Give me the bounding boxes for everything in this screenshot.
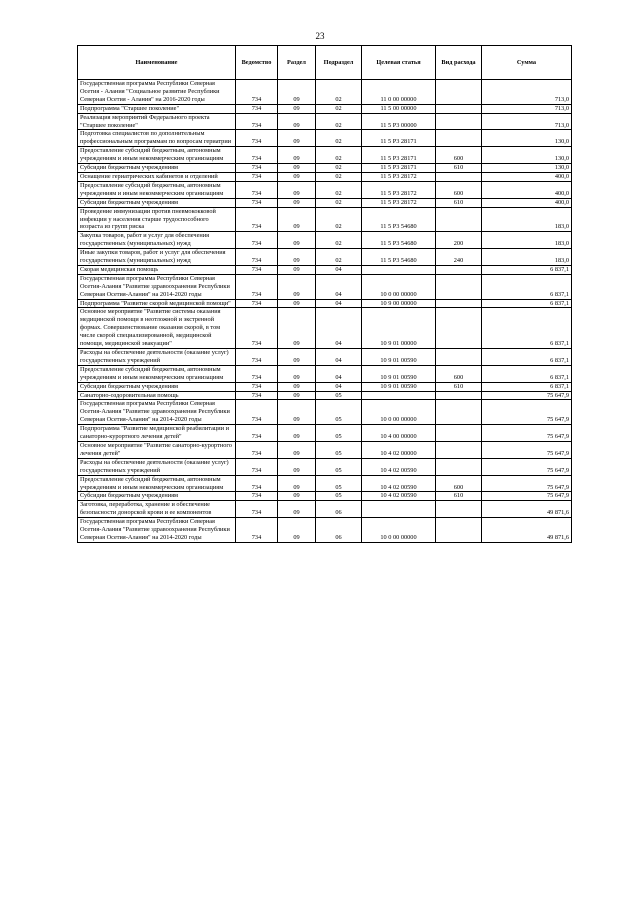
cell-department: 734 <box>236 299 278 308</box>
cell-target-article: 11 5 P3 54680 <box>362 207 436 232</box>
cell-department: 734 <box>236 113 278 130</box>
cell-sum: 6 837,1 <box>482 299 572 308</box>
cell-expense-kind <box>436 518 482 543</box>
cell-subsection: 05 <box>316 391 362 400</box>
table-row <box>78 475 572 492</box>
cell-sum: 400,0 <box>482 181 572 198</box>
header-section: Раздел <box>278 46 316 80</box>
cell-section: 09 <box>278 492 316 501</box>
cell-section: 09 <box>278 425 316 442</box>
cell-department: 734 <box>236 274 278 299</box>
cell-name: Заготовка, переработка, хранение и обеспечение безопасности донорской крови и ее компонентов <box>78 501 236 518</box>
table-row <box>78 104 572 113</box>
cell-department: 734 <box>236 104 278 113</box>
cell-section: 09 <box>278 518 316 543</box>
cell-section: 09 <box>278 181 316 198</box>
header-sum: Сумма <box>482 46 572 80</box>
cell-expense-kind: 600 <box>436 181 482 198</box>
cell-expense-kind: 610 <box>436 198 482 207</box>
cell-sum: 6 837,1 <box>482 308 572 349</box>
table-row <box>78 492 572 501</box>
cell-subsection: 05 <box>316 400 362 425</box>
cell-expense-kind <box>436 299 482 308</box>
table-row <box>78 308 572 349</box>
cell-subsection: 04 <box>316 299 362 308</box>
cell-subsection: 02 <box>316 172 362 181</box>
table-row <box>78 365 572 382</box>
cell-department: 734 <box>236 232 278 249</box>
cell-target-article: 10 9 00 00000 <box>362 299 436 308</box>
cell-expense-kind <box>436 113 482 130</box>
cell-target-article: 11 5 P3 28172 <box>362 181 436 198</box>
cell-expense-kind <box>436 130 482 147</box>
cell-sum: 130,0 <box>482 147 572 164</box>
cell-sum: 75 647,9 <box>482 458 572 475</box>
cell-target-article: 10 0 00 00000 <box>362 518 436 543</box>
cell-section: 09 <box>278 441 316 458</box>
header-name: Наименование <box>78 46 236 80</box>
cell-sum: 713,0 <box>482 104 572 113</box>
budget-table <box>77 45 572 543</box>
cell-expense-kind: 610 <box>436 492 482 501</box>
cell-expense-kind <box>436 207 482 232</box>
cell-subsection: 02 <box>316 104 362 113</box>
cell-subsection: 05 <box>316 458 362 475</box>
cell-section: 09 <box>278 274 316 299</box>
cell-name: Государственная программа Республики Северная Осетия - Алания "Социальное развитие Республики Северная Осетия - Алания" на 2016-2020 годы <box>78 80 236 105</box>
cell-sum: 75 647,9 <box>482 391 572 400</box>
table-row <box>78 391 572 400</box>
table-row <box>78 458 572 475</box>
table-row <box>78 425 572 442</box>
header-expense-kind: Вид расхода <box>436 46 482 80</box>
table-row <box>78 249 572 266</box>
table-row <box>78 349 572 366</box>
cell-name: Субсидии бюджетным учреждениям <box>78 198 236 207</box>
cell-section: 09 <box>278 458 316 475</box>
cell-sum: 6 837,1 <box>482 382 572 391</box>
header-subsection: Подраздел <box>316 46 362 80</box>
cell-target-article <box>362 391 436 400</box>
cell-target-article: 11 5 P3 28172 <box>362 172 436 181</box>
cell-department: 734 <box>236 400 278 425</box>
cell-expense-kind <box>436 349 482 366</box>
cell-subsection: 05 <box>316 492 362 501</box>
cell-section: 09 <box>278 130 316 147</box>
cell-name: Основное мероприятие "Развитие системы оказания медицинской помощи в неотложной и экстренной формах. Совершенствование оказания скорой, в том числе скорой специализированной, медицинской помощи, медицинской эвакуации" <box>78 308 236 349</box>
table-row <box>78 147 572 164</box>
cell-department: 734 <box>236 475 278 492</box>
cell-sum: 6 837,1 <box>482 265 572 274</box>
cell-section: 09 <box>278 265 316 274</box>
cell-sum: 130,0 <box>482 164 572 173</box>
cell-department: 734 <box>236 391 278 400</box>
cell-name: Скорая медицинская помощь <box>78 265 236 274</box>
cell-expense-kind: 600 <box>436 147 482 164</box>
cell-expense-kind <box>436 425 482 442</box>
cell-name: Реализация мероприятий Федерального проекта "Старшее поколение" <box>78 113 236 130</box>
cell-name: Субсидии бюджетным учреждениям <box>78 492 236 501</box>
cell-subsection: 02 <box>316 181 362 198</box>
cell-department: 734 <box>236 458 278 475</box>
cell-target-article: 10 4 02 00590 <box>362 492 436 501</box>
cell-subsection: 02 <box>316 113 362 130</box>
cell-sum: 130,0 <box>482 130 572 147</box>
cell-subsection: 02 <box>316 130 362 147</box>
cell-section: 09 <box>278 349 316 366</box>
cell-expense-kind <box>436 274 482 299</box>
cell-name: Предоставление субсидий бюджетным, автономным учреждениям и иным некоммерческим организациям <box>78 475 236 492</box>
cell-target-article: 10 9 01 00590 <box>362 365 436 382</box>
cell-department: 734 <box>236 164 278 173</box>
cell-sum: 400,0 <box>482 198 572 207</box>
table-row <box>78 130 572 147</box>
table-body <box>78 80 572 543</box>
cell-expense-kind <box>436 80 482 105</box>
cell-name: Основное мероприятие "Развитие санаторно-курортного лечения детей" <box>78 441 236 458</box>
cell-subsection: 04 <box>316 382 362 391</box>
cell-expense-kind <box>436 308 482 349</box>
cell-expense-kind <box>436 441 482 458</box>
cell-name: Закупка товаров, работ и услуг для обеспечения государственных (муниципальных) нужд <box>78 232 236 249</box>
cell-department: 734 <box>236 308 278 349</box>
cell-section: 09 <box>278 249 316 266</box>
cell-expense-kind: 240 <box>436 249 482 266</box>
cell-sum: 75 647,9 <box>482 492 572 501</box>
cell-name: Государственная программа Республики Северная Осетия-Алания "Развитие здравоохранения Республики Северная Осетия-Алания" на 2014-2020 годы <box>78 400 236 425</box>
cell-name: Субсидии бюджетным учреждениям <box>78 382 236 391</box>
table-row <box>78 172 572 181</box>
cell-department: 734 <box>236 382 278 391</box>
cell-target-article: 10 4 02 00590 <box>362 475 436 492</box>
cell-expense-kind: 610 <box>436 382 482 391</box>
cell-section: 09 <box>278 232 316 249</box>
table-row <box>78 164 572 173</box>
cell-subsection: 02 <box>316 80 362 105</box>
cell-department: 734 <box>236 518 278 543</box>
cell-subsection: 05 <box>316 475 362 492</box>
table-row <box>78 198 572 207</box>
cell-section: 09 <box>278 80 316 105</box>
cell-target-article: 10 4 02 00590 <box>362 458 436 475</box>
cell-section: 09 <box>278 164 316 173</box>
cell-subsection: 05 <box>316 441 362 458</box>
cell-sum: 6 837,1 <box>482 365 572 382</box>
cell-target-article: 11 5 P3 54680 <box>362 249 436 266</box>
cell-expense-kind <box>436 400 482 425</box>
cell-sum: 75 647,9 <box>482 441 572 458</box>
cell-section: 09 <box>278 365 316 382</box>
table-row <box>78 80 572 105</box>
cell-department: 734 <box>236 207 278 232</box>
page-number: 23 <box>315 31 325 41</box>
cell-section: 09 <box>278 382 316 391</box>
table-row <box>78 400 572 425</box>
cell-target-article: 10 9 01 00000 <box>362 308 436 349</box>
cell-target-article: 11 5 00 00000 <box>362 104 436 113</box>
cell-department: 734 <box>236 365 278 382</box>
cell-name: Подпрограмма "Развитие медицинской реабилитации и санаторно-курортного лечения детей" <box>78 425 236 442</box>
cell-sum: 713,0 <box>482 113 572 130</box>
cell-section: 09 <box>278 299 316 308</box>
cell-expense-kind: 610 <box>436 164 482 173</box>
cell-subsection: 02 <box>316 249 362 266</box>
cell-section: 09 <box>278 198 316 207</box>
cell-section: 09 <box>278 475 316 492</box>
cell-section: 09 <box>278 113 316 130</box>
cell-target-article: 11 5 P3 28171 <box>362 164 436 173</box>
cell-section: 09 <box>278 104 316 113</box>
cell-sum: 49 871,6 <box>482 501 572 518</box>
cell-sum: 49 871,6 <box>482 518 572 543</box>
cell-sum: 75 647,9 <box>482 425 572 442</box>
cell-expense-kind: 600 <box>436 365 482 382</box>
table-row <box>78 274 572 299</box>
cell-department: 734 <box>236 249 278 266</box>
cell-department: 734 <box>236 147 278 164</box>
cell-sum: 75 647,9 <box>482 400 572 425</box>
cell-target-article: 11 5 P3 00000 <box>362 113 436 130</box>
cell-department: 734 <box>236 80 278 105</box>
cell-subsection: 04 <box>316 349 362 366</box>
cell-target-article: 11 5 P3 28171 <box>362 147 436 164</box>
table-row <box>78 113 572 130</box>
cell-sum: 183,0 <box>482 249 572 266</box>
cell-department: 734 <box>236 441 278 458</box>
cell-subsection: 04 <box>316 308 362 349</box>
cell-target-article: 10 0 00 00000 <box>362 274 436 299</box>
cell-target-article <box>362 501 436 518</box>
table-row <box>78 382 572 391</box>
cell-expense-kind: 200 <box>436 232 482 249</box>
header-target-article: Целевая статья <box>362 46 436 80</box>
cell-target-article <box>362 265 436 274</box>
cell-name: Предоставление субсидий бюджетным, автономным учреждениям и иным некоммерческим организациям <box>78 365 236 382</box>
cell-expense-kind <box>436 104 482 113</box>
cell-expense-kind: 600 <box>436 475 482 492</box>
cell-subsection: 04 <box>316 265 362 274</box>
cell-department: 734 <box>236 492 278 501</box>
table-row <box>78 441 572 458</box>
cell-expense-kind <box>436 458 482 475</box>
cell-name: Государственная программа Республики Северная Осетия-Алания "Развитие здравоохранения Республики Северная Осетия-Алания" на 2014-2020 годы <box>78 518 236 543</box>
table-row <box>78 207 572 232</box>
cell-name: Подпрограмма "Старшее поколение" <box>78 104 236 113</box>
cell-section: 09 <box>278 147 316 164</box>
cell-target-article: 11 5 P3 54680 <box>362 232 436 249</box>
cell-sum: 713,0 <box>482 80 572 105</box>
cell-department: 734 <box>236 198 278 207</box>
cell-target-article: 10 9 01 00590 <box>362 382 436 391</box>
cell-sum: 183,0 <box>482 232 572 249</box>
cell-sum: 6 837,1 <box>482 349 572 366</box>
cell-section: 09 <box>278 501 316 518</box>
cell-sum: 75 647,9 <box>482 475 572 492</box>
cell-subsection: 05 <box>316 425 362 442</box>
cell-name: Подготовка специалистов по дополнительным профессиональным программам по вопросам гериатрии <box>78 130 236 147</box>
cell-target-article: 10 0 00 00000 <box>362 400 436 425</box>
table-header-row <box>78 46 572 80</box>
cell-name: Расходы на обеспечение деятельности (оказание услуг) государственных учреждений <box>78 349 236 366</box>
cell-target-article: 10 4 02 00000 <box>362 441 436 458</box>
table-row <box>78 518 572 543</box>
header-department: Ведомство <box>236 46 278 80</box>
cell-target-article: 10 9 01 00590 <box>362 349 436 366</box>
cell-department: 734 <box>236 265 278 274</box>
cell-subsection: 06 <box>316 501 362 518</box>
cell-name: Проведение иммунизации против пневмококковой инфекции у населения старше трудоспособного возраста из групп риска <box>78 207 236 232</box>
cell-name: Предоставление субсидий бюджетным, автономным учреждениям и иным некоммерческим организациям <box>78 147 236 164</box>
cell-section: 09 <box>278 391 316 400</box>
cell-department: 734 <box>236 425 278 442</box>
table-row <box>78 501 572 518</box>
cell-name: Субсидии бюджетным учреждениям <box>78 164 236 173</box>
cell-department: 734 <box>236 181 278 198</box>
cell-name: Подпрограмма "Развитие скорой медицинской помощи" <box>78 299 236 308</box>
cell-subsection: 04 <box>316 365 362 382</box>
cell-department: 734 <box>236 501 278 518</box>
cell-name: Оснащение гериатрических кабинетов и отделений <box>78 172 236 181</box>
table-row <box>78 232 572 249</box>
cell-expense-kind <box>436 501 482 518</box>
cell-subsection: 06 <box>316 518 362 543</box>
cell-expense-kind <box>436 265 482 274</box>
cell-name: Расходы на обеспечение деятельности (оказание услуг) государственных учреждений <box>78 458 236 475</box>
cell-subsection: 02 <box>316 147 362 164</box>
cell-expense-kind <box>436 391 482 400</box>
cell-section: 09 <box>278 308 316 349</box>
cell-department: 734 <box>236 172 278 181</box>
cell-department: 734 <box>236 349 278 366</box>
cell-subsection: 02 <box>316 232 362 249</box>
table-row <box>78 265 572 274</box>
cell-name: Иные закупки товаров, работ и услуг для обеспечения государственных (муниципальных) нужд <box>78 249 236 266</box>
cell-expense-kind <box>436 172 482 181</box>
cell-subsection: 02 <box>316 207 362 232</box>
cell-subsection: 04 <box>316 274 362 299</box>
cell-sum: 400,0 <box>482 172 572 181</box>
cell-sum: 183,0 <box>482 207 572 232</box>
cell-target-article: 11 0 00 00000 <box>362 80 436 105</box>
cell-section: 09 <box>278 207 316 232</box>
cell-section: 09 <box>278 172 316 181</box>
table-row <box>78 181 572 198</box>
cell-target-article: 11 5 P3 28171 <box>362 130 436 147</box>
cell-department: 734 <box>236 130 278 147</box>
cell-target-article: 10 4 00 00000 <box>362 425 436 442</box>
cell-subsection: 02 <box>316 164 362 173</box>
cell-sum: 6 837,1 <box>482 274 572 299</box>
cell-name: Государственная программа Республики Северная Осетия-Алания "Развитие здравоохранения Республики Северная Осетия-Алания" на 2014-2020 годы <box>78 274 236 299</box>
cell-name: Предоставление субсидий бюджетным, автономным учреждениям и иным некоммерческим организациям <box>78 181 236 198</box>
cell-subsection: 02 <box>316 198 362 207</box>
table-row <box>78 299 572 308</box>
cell-section: 09 <box>278 400 316 425</box>
cell-target-article: 11 5 P3 28172 <box>362 198 436 207</box>
cell-name: Санаторно-оздоровительная помощь <box>78 391 236 400</box>
